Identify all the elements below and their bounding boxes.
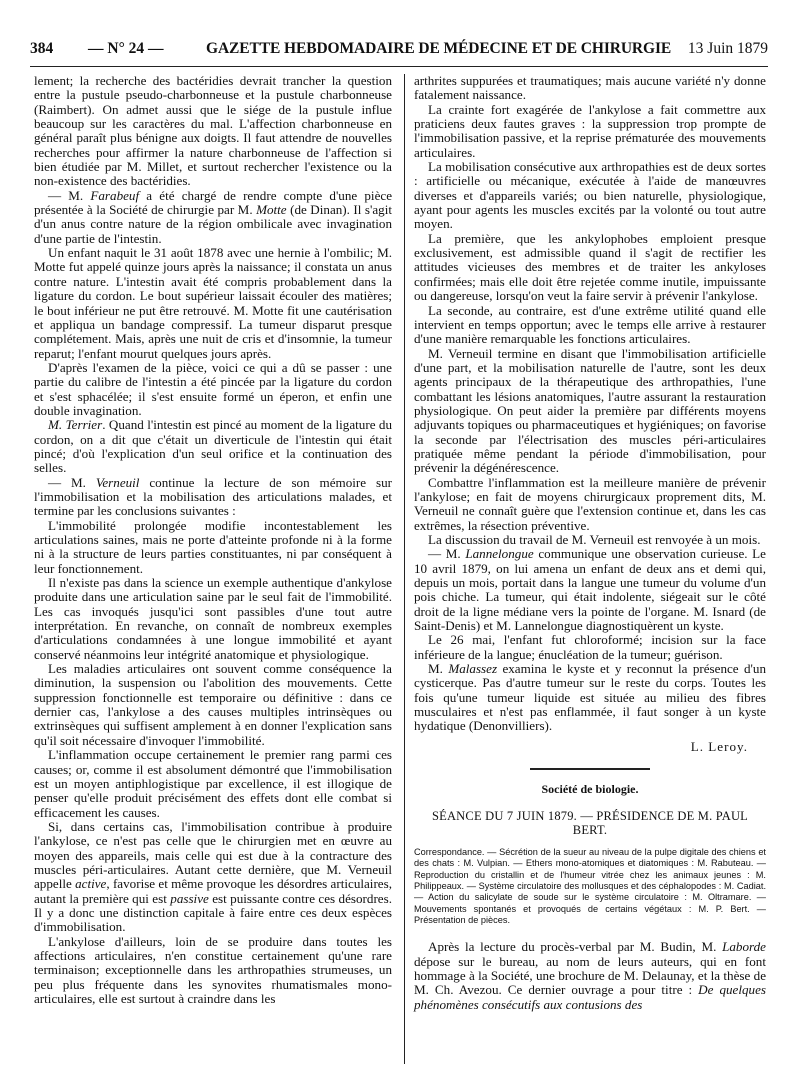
signature: L. Leroy. [690, 738, 748, 754]
paragraph: L'ankylose d'ailleurs, loin de se produire dans toutes les affections articulaires, n'en constitue certainement qu'une rare terminaison; exceptionnelle dans les arthropathies strumeuses, un peu plus fréquente dans les synovites rhumatismales mono-articulaires, elle est surtout à craindre dans les [34, 933, 392, 1006]
left-column [34, 74, 392, 1006]
issue-number: — N° 24 — [88, 40, 164, 57]
work-title: De quelques phénomènes consécutifs aux contusions des [414, 982, 766, 1012]
section-rule [530, 768, 650, 770]
paragraph: lement; la recherche des bactéridies devrait trancher la question entre la pustule pseudo-charbonneuse et la pustule charbonneuse (Raimbert). On admet aussi que le siége de la pustule influe beaucoup sur les caractères du mal. L'affection charbonneuse en général paraît plus bénigne aux doigts. Il faut attendre de nouvelles recherches pour affirmer la nature charbonneuse de l'affection si bien étudiée par M. Millet, et surtout rechercher l'existence ou la non-existence des bactéridies. [34, 73, 392, 189]
paragraph: La seconde, au contraire, est d'une extrême utilité quand elle intervient en temps opportun; avec le temps elle arrive à restaurer d'une manière remarquable les fonctions articulaires. [414, 302, 766, 347]
paragraph: La crainte fort exagérée de l'ankylose a fait commettre aux praticiens deux fautes graves : la suppression trop prompte de l'immobilisation passive, et la reprise prématurée des mouvements articulaires. [414, 101, 766, 160]
paragraph: Il n'existe pas dans la science un exemple authentique d'ankylose produite dans une articulation saine par le seul fait de l'immobilité. Les cas invoqués jusqu'ici sont passibles d'une tout autre interprétation. En revanche, on connaît de nombreux exemples d'articulations condamnées à une longue immobilité et ayant conservé néanmoins leur intégrité anatomique et physiologique. [34, 575, 392, 662]
paragraph: — M. Farabeuf a été chargé de rendre compte d'une pièce présentée à la Société de chirurgie par M. Motte (de Dinan). Il s'agit d'un anus contre nature de la région ombilicale avec invagination d'une partie de l'intestin. [34, 187, 393, 246]
header-rule [30, 66, 768, 67]
paragraph: D'après l'examen de la pièce, voici ce qui a dû se passer : une partie du calibre de l'intestin a été pincée par la ligature du cordon et s'est sphacélée; il s'est ensuite formé un éperon, et enfin une double invagination. [34, 359, 392, 418]
right-column [414, 74, 766, 1012]
paragraph: La discussion du travail de M. Verneuil est renvoyée à un mois. [428, 532, 761, 547]
session-summary: Correspondance. — Sécrétion de la sueur au niveau de la pulpe digitale des chiens et des chats : M. Vulpian. — Ethers mono-atomiques et diatomiques : M. Rabuteau. — Reproduction du cristallin et de l'humeur vitrée chez les animaux jeunes : M. Philippeaux. — Système circulatoire des mollusques et des céphalopodes : M. Cadiat. — Action du salicylate de soude sur le système circulatoire : M. Oltramare. — Mouvements spontanés et provoqués de certains végétaux : M. P. Bert. — Présentation de pièces. [414, 847, 766, 925]
person-name: Motte [256, 202, 287, 218]
journal-title: GAZETTE HEBDOMADAIRE DE MÉDECINE ET DE CHIRURGIE [206, 40, 672, 57]
person-name: Verneuil [95, 474, 140, 490]
paragraph: — M. Verneuil continue la lecture de son mémoire sur l'immobilisation et la mobilisation des articulations malades, et termine par les conclusions suivantes : [34, 474, 392, 519]
person-name: Lannelongue [465, 546, 534, 562]
paragraph: — M. Lannelongue communique une observation curieuse. Le 10 avril 1879, on lui amena un enfant de deux ans et demi qui, depuis un mois, portait dans la langue une tumeur du volume d'un pois chiche. La tumeur, qui était indolente, siégeait sur le côté droit de la ligne médiane vers la pointe de l'organe. M. Isnard (de Saint-Denis) et M. Lannelongue diagnostiquèrent un kyste. [414, 546, 766, 634]
section-title: Société de biologie. [541, 782, 639, 797]
person-name: Laborde [722, 939, 766, 955]
paragraph: M. Verneuil termine en disant que l'immobilisation artificielle d'une part, et la mobilisation naturelle de l'autre, sont les deux agents principaux de la thérapeutique des arthropathies, l'une combattant les lésions anatomiques, l'autre assurant la restauration physiologique. On peut aider la première par différents moyens adjuvants topiques ou pharmaceutiques et hygiéniques; on favorise la seconde par l'électrisation des muscles péri-articulaires pratiquée même pendant la période d'immobilisation, pour prévenir la dégénérescence. [414, 345, 766, 476]
paragraph: Le 26 mai, l'enfant fut chloroformé; incision sur la face inférieure de la langue; énucléation de la tumeur; guérison. [414, 632, 766, 662]
person-name: Farabeuf [90, 187, 140, 203]
issue-date: 13 Juin 1879 [687, 40, 768, 57]
paragraph: arthrites suppurées et traumatiques; mais aucune variété n'y donne fatalement naissance. [414, 73, 766, 103]
emphasis: active [75, 876, 107, 892]
column-divider [404, 74, 405, 1064]
paragraph: Les maladies articulaires ont souvent comme conséquence la diminution, la suspension ou l'abolition des mouvements. Cette suppression fonctionnelle est temporaire ou définitive : dans ce dernier cas, l'ankylose a des causes multiples intrinsèques ou extrinsèques qui suffisent amplement à en donner l'explication sans qu'il soit nécessaire d'invoquer l'immobilité. [34, 661, 392, 748]
paragraph: L'immobilité prolongée modifie incontestablement les articulations saines, mais ne porte d'atteinte profonde ni à la forme ni à la structure de leurs parties constituantes, ni par conséquent à leur fonctionnement. [34, 517, 392, 576]
person-name: Malassez [448, 661, 498, 677]
paragraph: La mobilisation consécutive aux arthropathies est de deux sortes : artificielle ou mécanique, exécutée à l'aide de manœuvres diverses et d'appareils variés; ou bien naturelle, physiologique, ayant pour agents les muscles excités par la volonté ou tout autre moyen. [414, 159, 766, 232]
person-name: M. Terrier [48, 417, 103, 433]
paragraph: L'inflammation occupe certainement le premier rang parmi ces causes; or, comme il est absolument démontré que l'immobilisation est un moyen antiphlogistique par excellence, il est illogique de penser qu'elle produit précisément des effets dont elle combat si efficacement les causes. [34, 747, 392, 820]
paragraph: Combattre l'inflammation est la meilleure manière de prévenir l'ankylose; en fait de moyens chirurgicaux proprement dits, M. Verneuil ne connaît guère que l'extension continue et, dans les cas extrêmes, la résection préventive. [414, 474, 766, 533]
paragraph: Un enfant naquit le 31 août 1878 avec une hernie à l'ombilic; M. Motte fut appelé quinze jours après la naissance; il constata un anus contre nature. L'intestin avait été compris probablement dans la ligature du cordon. Le bout supérieur laissait écouler des matières; le bout inférieur ne put être retrouvé. M. Motte fit une cautérisation et appliqua un bandage compressif. La tumeur disparut presque complétement. Mais, après une nuit de cris et d'insomnie, la tumeur reparut; l'enfant mourut quelques jours après. [34, 245, 392, 361]
page-number: 384 [30, 40, 54, 57]
running-header [30, 40, 768, 64]
paragraph: M. Terrier. Quand l'intestin est pincé au moment de la ligature du cordon, on a dit que c'était un diverticule de l'intestin qui était pincé; d'où l'explication d'un seul orifice et la continuation des selles. [34, 417, 392, 476]
paragraph: Si, dans certains cas, l'immobilisation contribue à produire l'ankylose, ce n'est pas celle que le chirurgien met en œuvre au moyen des appareils, mais celle qui est due à la contracture des muscles péri-articulaires. Autant cette dernière, que M. Verneuil appelle active, favorise et même provoque les désordres articulaires, autant la première qui est passive est puissante contre ces désordres. Il y a donc une distinction capitale à faire entre ces deux espèces d'immobilisation. [34, 818, 392, 935]
paragraph: M. Malassez examina le kyste et y reconnut la présence d'un cysticerque. Pas d'autre tumeur sur le reste du corps. Toutes les fois qu'une tumeur liquide est située au milieu des fibres musculaires et n'est pas enflammée, il faut songer à un kyste hydatique (Denonvilliers). [414, 661, 766, 734]
paragraph: Après la lecture du procès-verbal par M. Budin, M. Laborde dépose sur le bureau, au nom de leurs auteurs, qui en font hommage à la Société, une brochure de M. Delaunay, et la thèse de M. Ch. Avezou. Ce dernier ouvrage a pour titre : De quelques phénomènes consécutifs aux contusions des [414, 939, 766, 1012]
paragraph: La première, que les ankylophobes emploient presque exclusivement, est admissible quand il s'agit de rectifier les attitudes vicieuses des membres et de traiter les ankyloses confirmées; mais elle doit être rejetée comme inutile, impuissante ou dangereuse, lorsqu'on veut la faire servir à prévenir l'ankylose. [414, 230, 766, 304]
emphasis: passive [170, 890, 209, 906]
session-heading: SÉANCE DU 7 JUIN 1879. — PRÉSIDENCE DE M. PAUL BERT. [431, 808, 749, 837]
